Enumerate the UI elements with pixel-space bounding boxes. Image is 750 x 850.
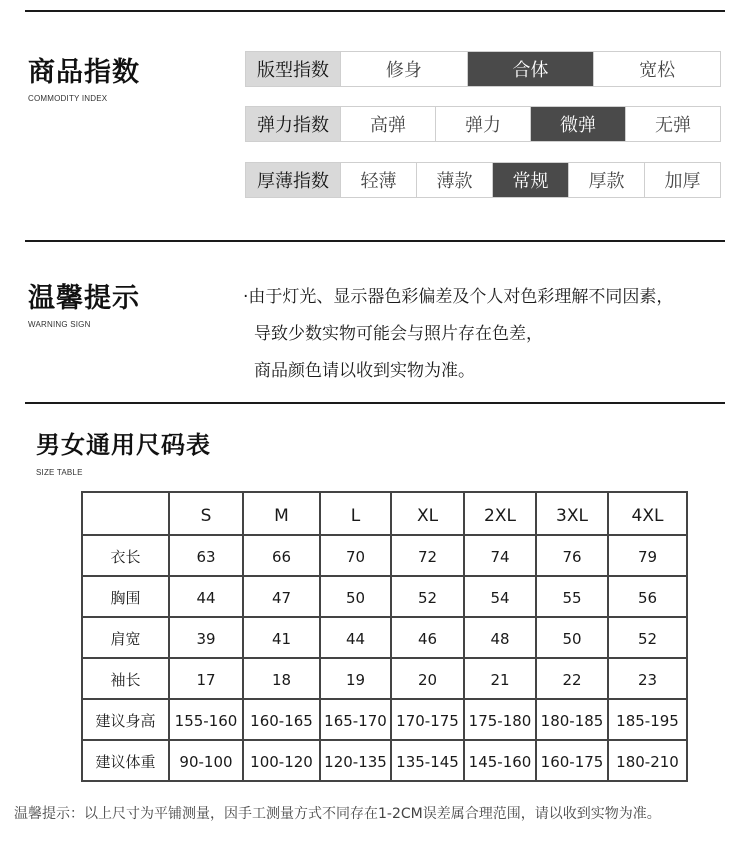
size-cell: 21 [464,658,536,699]
size-cell: 39 [169,617,243,658]
divider-commodity-warning [25,240,725,242]
size-cell: 44 [169,576,243,617]
size-cell: 44 [320,617,391,658]
warning-title: 温馨提示 [28,283,140,314]
size-cell: 74 [464,535,536,576]
divider-warning-size [25,402,725,404]
size-cell: 47 [243,576,320,617]
size-cell: 76 [536,535,608,576]
warning-line-3: 商品颜色请以收到实物为准。 [254,361,475,381]
size-table-subtitle: SIZE TABLE [36,468,83,477]
size-cell: 66 [243,535,320,576]
size-cell: 160-165 [243,699,320,740]
index-option: 修身 [341,52,468,86]
size-table-header-row [82,492,687,535]
warning-line-1: ·由于灯光、显示器色彩偏差及个人对色彩理解不同因素， [243,287,674,307]
size-cell: 22 [536,658,608,699]
table-row [82,617,687,658]
index-row-2 [245,106,721,142]
size-cell: 55 [536,576,608,617]
size-cell: 180-210 [608,740,687,781]
size-column-header: 3XL [536,492,608,535]
size-cell: 185-195 [608,699,687,740]
size-cell: 145-160 [464,740,536,781]
table-row [82,535,687,576]
index-row-label: 版型指数 [246,52,341,86]
size-cell: 79 [608,535,687,576]
index-row-3 [245,162,721,198]
size-column-header: 2XL [464,492,536,535]
size-cell: 63 [169,535,243,576]
footer-note: 温馨提示：以上尺寸为平铺测量，因手工测量方式不同存在1-2CM误差属合理范围，请以收到实物为准。 [14,806,661,822]
size-cell: 48 [464,617,536,658]
size-column-header: 4XL [608,492,687,535]
size-row-label: 袖长 [82,658,169,699]
top-divider [25,10,725,12]
size-cell: 72 [391,535,464,576]
size-cell: 19 [320,658,391,699]
warning-line-2: 导致少数实物可能会与照片存在色差， [254,324,543,344]
index-row-label: 厚薄指数 [246,163,341,197]
index-option: 无弹 [626,107,720,141]
index-option-selected: 微弹 [531,107,626,141]
index-option: 宽松 [594,52,720,86]
size-cell: 23 [608,658,687,699]
size-cell: 160-175 [536,740,608,781]
size-table-corner [82,492,169,535]
size-row-label: 建议体重 [82,740,169,781]
size-cell: 155-160 [169,699,243,740]
warning-subtitle: WARNING SIGN [28,320,91,329]
size-cell: 52 [391,576,464,617]
index-row-1 [245,51,721,87]
size-cell: 46 [391,617,464,658]
index-option: 厚款 [569,163,645,197]
size-cell: 165-170 [320,699,391,740]
size-cell: 50 [320,576,391,617]
size-row-label: 衣长 [82,535,169,576]
index-option: 弹力 [436,107,531,141]
size-cell: 52 [608,617,687,658]
commodity-index-title: 商品指数 [28,57,140,88]
size-cell: 56 [608,576,687,617]
commodity-index-subtitle: COMMODITY INDEX [28,94,108,103]
size-column-header: XL [391,492,464,535]
size-cell: 18 [243,658,320,699]
size-cell: 170-175 [391,699,464,740]
index-row-label: 弹力指数 [246,107,341,141]
size-column-header: L [320,492,391,535]
size-cell: 135-145 [391,740,464,781]
size-cell: 90-100 [169,740,243,781]
size-cell: 17 [169,658,243,699]
size-table [81,491,688,782]
index-option-selected: 常规 [493,163,569,197]
size-row-label: 建议身高 [82,699,169,740]
size-cell: 175-180 [464,699,536,740]
index-option: 薄款 [417,163,493,197]
size-cell: 100-120 [243,740,320,781]
size-cell: 41 [243,617,320,658]
index-option: 轻薄 [341,163,417,197]
index-option: 加厚 [645,163,720,197]
table-row [82,699,687,740]
size-cell: 70 [320,535,391,576]
size-table-title: 男女通用尺码表 [36,431,211,459]
size-column-header: S [169,492,243,535]
size-cell: 20 [391,658,464,699]
size-column-header: M [243,492,320,535]
table-row [82,658,687,699]
size-cell: 180-185 [536,699,608,740]
index-option: 高弹 [341,107,436,141]
size-cell: 120-135 [320,740,391,781]
index-option-selected: 合体 [468,52,595,86]
table-row [82,740,687,781]
size-row-label: 胸围 [82,576,169,617]
table-row [82,576,687,617]
size-cell: 54 [464,576,536,617]
size-cell: 50 [536,617,608,658]
size-row-label: 肩宽 [82,617,169,658]
